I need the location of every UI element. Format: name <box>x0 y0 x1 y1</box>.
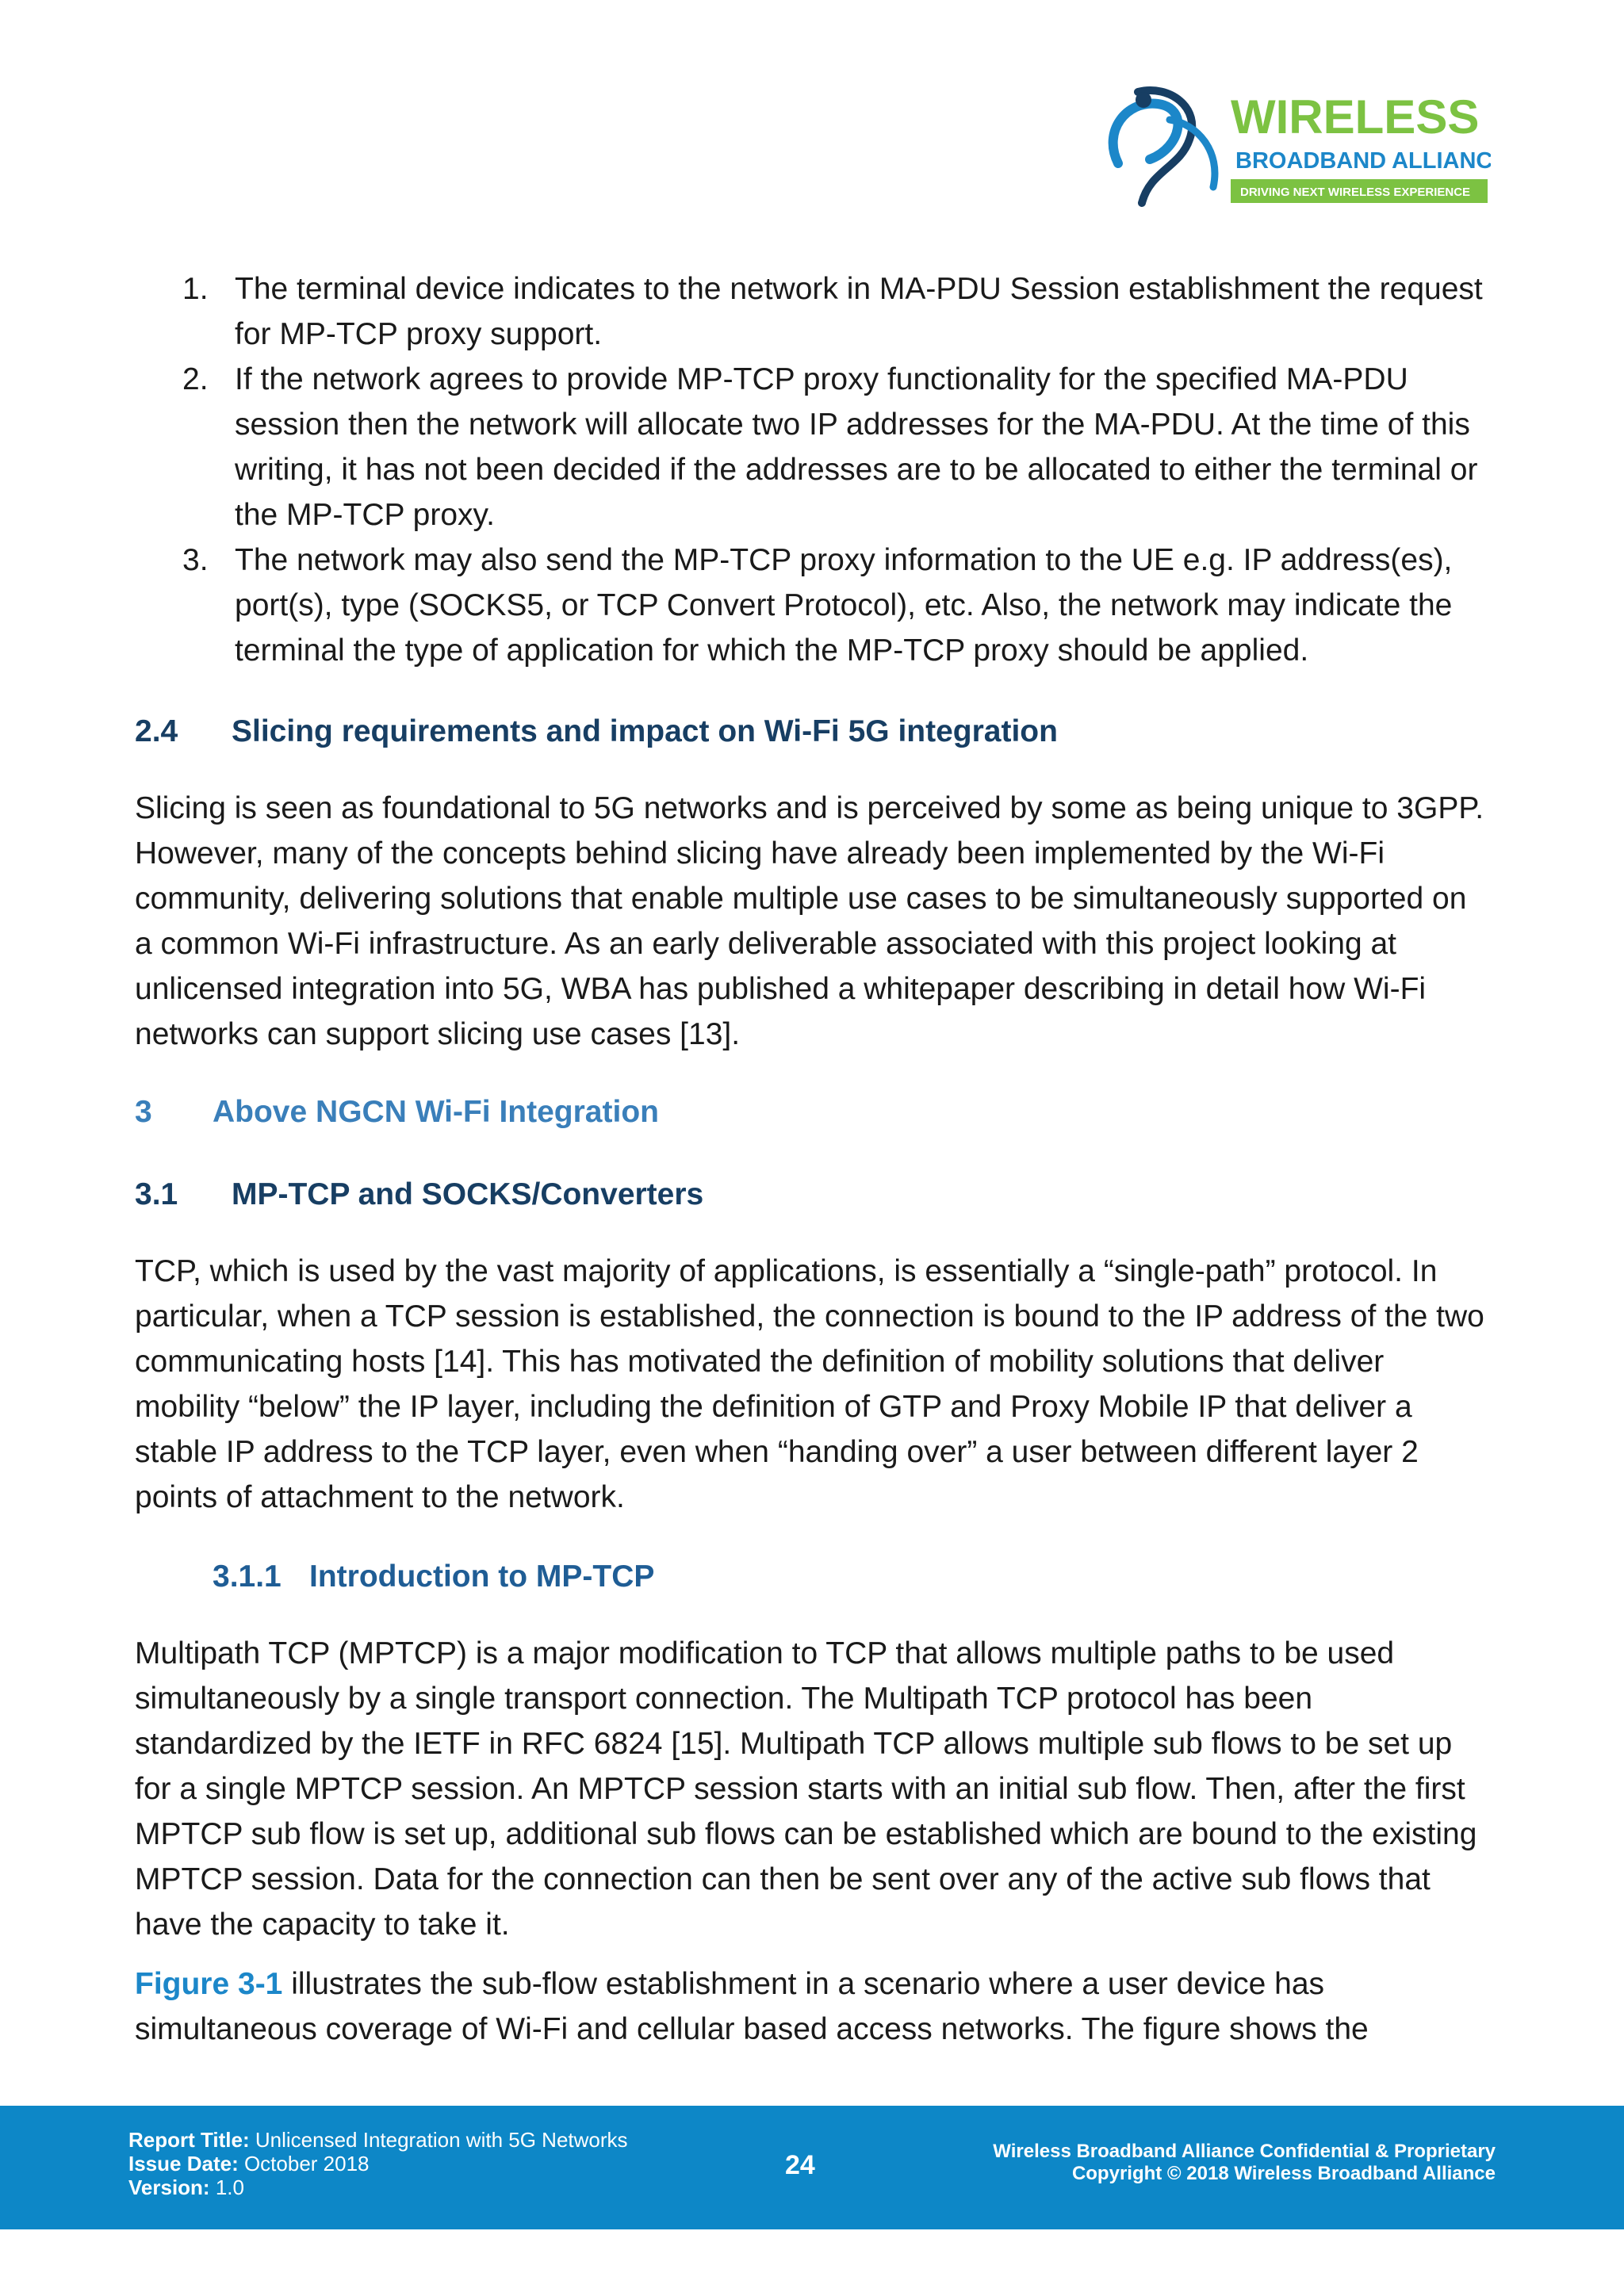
figure-3-1-link[interactable]: Figure 3-1 <box>135 1967 283 2001</box>
proxy-steps-list <box>135 266 1491 673</box>
logo-word-broadband: BROADBAND ALLIANCE <box>1235 148 1491 174</box>
heading-3-1 <box>135 1171 1491 1219</box>
paragraph-figure-intro <box>135 1961 1491 2052</box>
heading-2-4 <box>135 708 1491 756</box>
heading-title: Above NGCN Wi-Fi Integration <box>213 1095 659 1129</box>
logo-tagline: DRIVING NEXT WIRELESS EXPERIENCE <box>1240 186 1471 199</box>
footer-legal <box>993 2141 1496 2185</box>
heading-number: 3.1 <box>135 1177 178 1211</box>
report-title: Unlicensed Integration with 5G Networks <box>249 2128 628 2152</box>
version: 1.0 <box>209 2175 244 2199</box>
paragraph-tcp: TCP, which is used by the vast majority of applications, is essentially a “single-path” protocol. In particular, when a TCP session is established, the connection is bound to the IP address of the two communicating hosts [14]. This has motivated the definition of mobility solutions that deliver mobility “below” the IP layer, including the definition of GTP and Proxy Mobile IP that deliver a stable IP address to the TCP layer, even when “handing over” a user between different layer 2 points of attachment to the network. <box>135 1254 1484 1514</box>
page-number: 24 <box>785 2150 815 2180</box>
list-text: The terminal device indicates to the network in MA-PDU Session establishment the request for MP-TCP proxy support. <box>235 272 1483 351</box>
list-item <box>135 357 1491 538</box>
figure-intro-text: illustrates the sub-flow establishment in a scenario where a user device has simultaneous coverage of Wi-Fi and cellular based access networks. The figure shows the <box>135 1967 1369 2046</box>
report-title-label: Report Title: <box>128 2128 250 2152</box>
list-text: The network may also send the MP-TCP proxy information to the UE e.g. IP address(es), port(s), type (SOCKS5, or TCP Convert Protocol), etc. Also, the network may indicate the terminal the type of application for which the MP-TCP proxy should be applied. <box>235 543 1453 668</box>
list-text: If the network agrees to provide MP-TCP proxy functionality for the specified MA-PDU session then the network will allocate two IP addresses for the MA-PDU. At the time of this writing, it has not been decided if the addresses are to be allocated to either the terminal or the MP-TCP proxy. <box>235 362 1478 532</box>
page-content <box>135 266 1491 2052</box>
heading-3-1-1 <box>213 1553 1491 1601</box>
list-number: 3. <box>182 543 209 577</box>
heading-3 <box>135 1089 1491 1136</box>
logo-word-wireless: WIRELESS <box>1231 90 1480 144</box>
footer-report-info <box>128 2128 628 2199</box>
heading-title: Slicing requirements and impact on Wi-Fi 5G integration <box>232 714 1058 748</box>
list-item <box>135 538 1491 673</box>
page-footer <box>0 2106 1624 2229</box>
paragraph-slicing: Slicing is seen as foundational to 5G networks and is perceived by some as being unique to 3GPP. However, many of the concepts behind slicing have already been implemented by the Wi-Fi community, delivering solutions that enable multiple use cases to be simultaneously supported on a common Wi-Fi infrastructure. As an early deliverable associated with this project looking at unlicensed integration into 5G, WBA has published a whitepaper describing in detail how Wi-Fi networks can support slicing use cases [13]. <box>135 791 1484 1051</box>
wba-logo-graphic <box>1094 76 1491 219</box>
heading-number: 3 <box>135 1095 152 1129</box>
heading-number: 3.1.1 <box>213 1559 282 1594</box>
heading-title: Introduction to MP-TCP <box>309 1559 655 1594</box>
heading-number: 2.4 <box>135 714 178 748</box>
issue-date: October 2018 <box>238 2152 370 2175</box>
heading-title: MP-TCP and SOCKS/Converters <box>232 1177 704 1211</box>
copyright-notice: Copyright © 2018 Wireless Broadband Alliance <box>1071 2163 1496 2184</box>
paragraph-mptcp: Multipath TCP (MPTCP) is a major modification to TCP that allows multiple paths to be used simultaneously by a single transport connection. The Multipath TCP protocol has been standardized by the IETF in RFC 6824 [15]. Multipath TCP allows multiple sub flows to be set up for a single MPTCP session. An MPTCP session starts with an initial sub flow. Then, after the first MPTCP sub flow is set up, additional sub flows can be established which are bound to the existing MPTCP session. Data for the connection can then be sent over any of the active sub flows that have the capacity to take it. <box>135 1636 1477 1942</box>
issue-date-label: Issue Date: <box>128 2152 239 2175</box>
list-number: 1. <box>182 272 209 306</box>
confidential-notice: Wireless Broadband Alliance Confidential & Proprietary <box>993 2141 1496 2162</box>
list-number: 2. <box>182 362 209 396</box>
version-label: Version: <box>128 2175 210 2199</box>
wba-logo <box>1094 76 1491 219</box>
list-item <box>135 266 1491 357</box>
